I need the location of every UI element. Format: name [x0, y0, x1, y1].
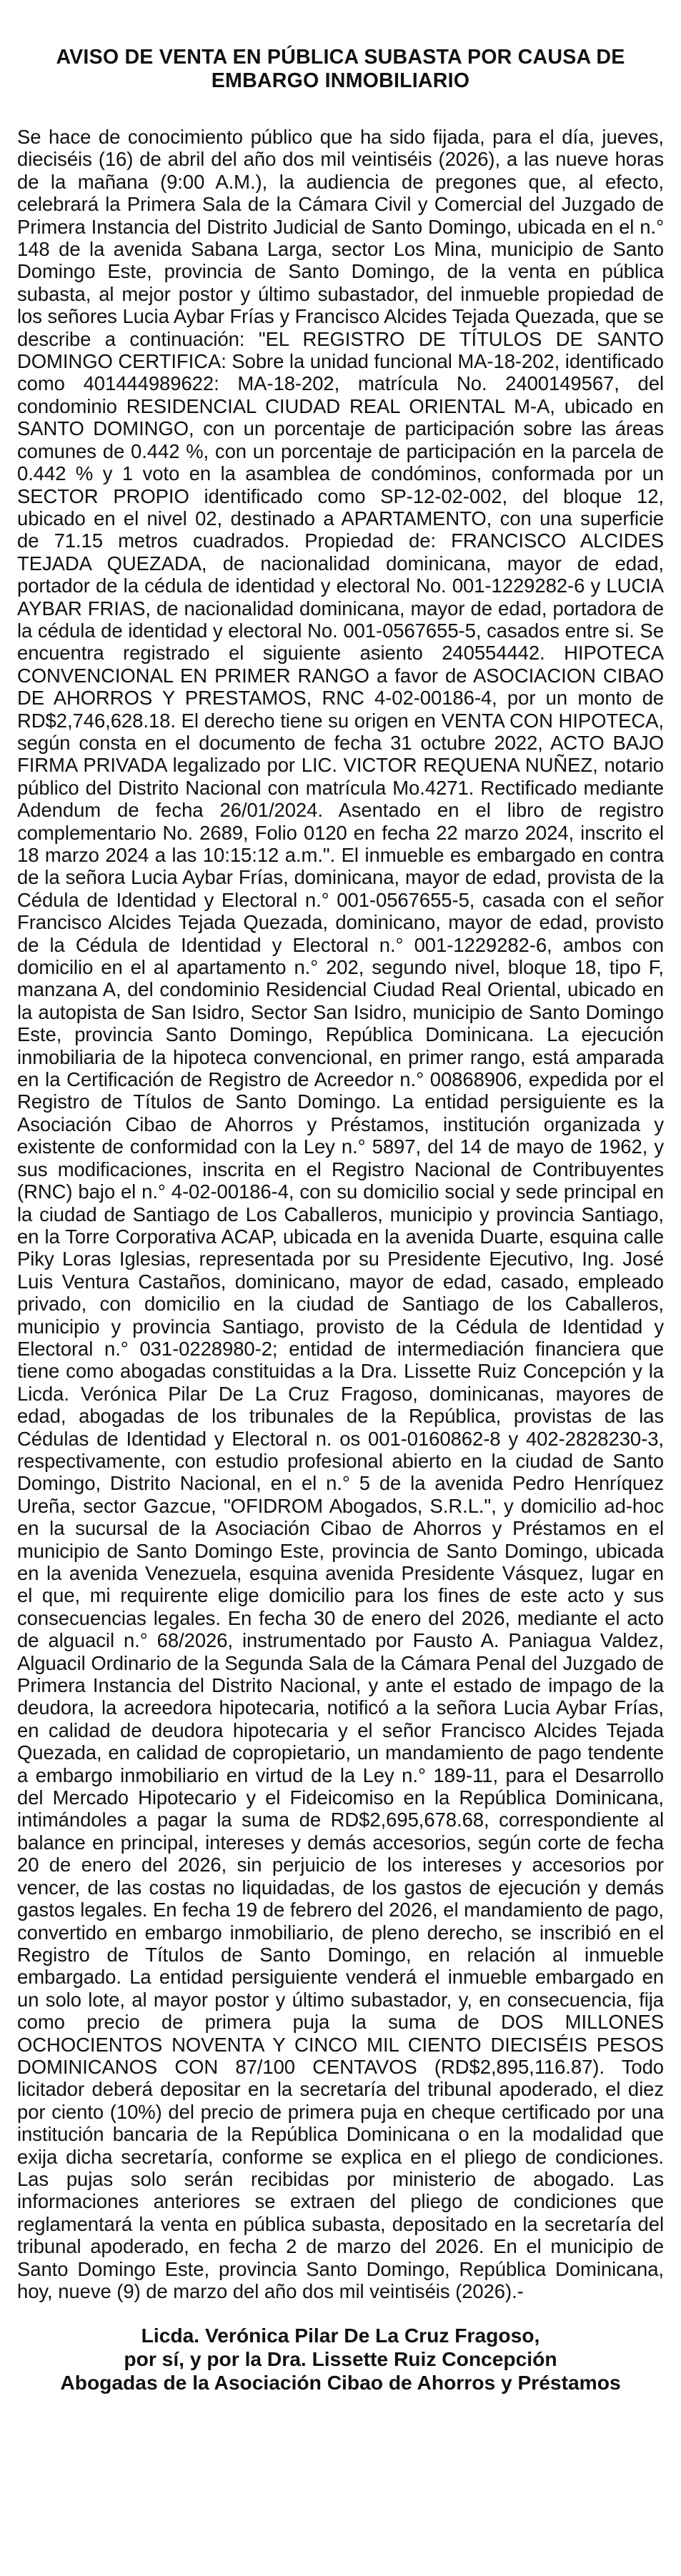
- notice-title: [17, 46, 664, 93]
- signature-line-2: por sí, y por la Dra. Lissette Ruiz Concepción: [124, 2347, 557, 2371]
- signature-line-1: Licda. Verónica Pilar De La Cruz Fragoso,: [141, 2324, 540, 2347]
- signature-block: [17, 2324, 664, 2395]
- signature-line-3: Abogadas de la Asociación Cibao de Ahorros y Préstamos: [60, 2371, 621, 2395]
- notice-title-line-1: AVISO DE VENTA EN PÚBLICA SUBASTA POR CAUSA DE: [56, 46, 625, 69]
- notice-title-line-2: EMBARGO INMOBILIARIO: [211, 69, 470, 92]
- notice-body: Se hace de conocimiento público que ha sido fijada, para el día, jueves, dieciséis (16) de abril del año dos mil veintiséis (2026), a las nueve horas de la mañana (9:00 A.M.), la audiencia de pregones que, al efecto, celebrará la Primera Sala de la Cámara Civil y Comercial del Juzgado de Primera Instancia del Distrito Judicial de Santo Domingo, ubicada en el n.° 148 de la avenida Sabana Larga, sector Los Mina, municipio de Santo Domingo Este, provincia de Santo Domingo, de la venta en pública subasta, al mejor postor y último subastador, del inmueble propiedad de los señores Lucia Aybar Frías y Francisco Alcides Tejada Quezada, que se describe a continuación: "EL REGISTRO DE TÍTULOS DE SANTO DOMINGO CERTIFICA: Sobre la unidad funcional MA-18-202, identificado como 401444989622: MA-18-202, matrícula No. 2400149567, del condominio RESIDENCIAL CIUDAD REAL ORIENTAL M-A, ubicado en SANTO DOMINGO, con un porcentaje de participación sobre las áreas comunes de 0.442 %, con un porcentaje de participación en la parcela de 0.442 % y 1 voto en la asamblea de condóminos, conformada por un SECTOR PROPIO identificado como SP-12-02-002, del bloque 12, ubicado en el nivel 02, destinado a APARTAMENTO, con una superficie de 71.15 metros cuadrados. Propiedad de: FRANCISCO ALCIDES TEJADA QUEZADA, de nacionalidad dominicana, mayor de edad, portador de la cédula de identidad y electoral No. 001-1229282-6 y LUCIA AYBAR FRIAS, de nacionalidad dominicana, mayor de edad, portadora de la cédula de identidad y electoral No. 001-0567655-5, casados entre si. Se encuentra registrado el siguiente asiento 240554442. HIPOTECA CONVENCIONAL EN PRIMER RANGO a favor de ASOCIACION CIBAO DE AHORROS Y PRESTAMOS, RNC 4-02-00186-4, por un monto de RD$2,746,628.18. El derecho tiene su origen en VENTA CON HIPOTECA, según consta en el documento de fecha 31 octubre 2022, ACTO BAJO FIRMA PRIVADA legalizado por LIC. VICTOR REQUENA NUÑEZ, notario público del Distrito Nacional con matrícula Mo.4271. Rectificado mediante Adendum de fecha 26/01/2024. Asentado en el libro de registro complementario No. 2689, Folio 0120 en fecha 22 marzo 2024, inscrito el 18 marzo 2024 a las 10:15:12 a.m.". El inmueble es embargado en contra de la señora Lucia Aybar Frías, dominicana, mayor de edad, provista de la Cédula de Identidad y Electoral n.° 001-0567655-5, casada con el señor Francisco Alcides Tejada Quezada, dominicano, mayor de edad, provisto de la Cédula de Identidad y Electoral n.° 001-1229282-6, ambos con domicilio en el al apartamento n.° 202, segundo nivel, bloque 18, tipo F, manzana A, del condominio Residencial Ciudad Real Oriental, ubicado en la autopista de San Isidro, Sector San Isidro, municipio de Santo Domingo Este, provincia Santo Domingo, República Dominicana. La ejecución inmobiliaria de la hipoteca convencional, en primer rango, está amparada en la Certificación de Registro de Acreedor n.° 00868906, expedida por el Registro de Títulos de Santo Domingo. La entidad persiguiente es la Asociación Cibao de Ahorros y Préstamos, institución organizada y existente de conformidad con la Ley n.° 5897, del 14 de mayo de 1962, y sus modificaciones, inscrita en el Registro Nacional de Contribuyentes (RNC) bajo el n.° 4-02-00186-4, con su domicilio social y sede principal en la ciudad de Santiago de Los Caballeros, municipio y provincia Santiago, en la Torre Corporativa ACAP, ubicada en la avenida Duarte, esquina calle Piky Loras Iglesias, representada por su Presidente Ejecutivo, Ing. José Luis Ventura Castaños, dominicano, mayor de edad, casado, empleado privado, con domicilio en la ciudad de Santiago de los Caballeros, municipio y provincia Santiago, provisto de la Cédula de Identidad y Electoral n.° 031-0228980-2; entidad de intermediación financiera que tiene como abogadas constituidas a la Dra. Lissette Ruiz Concepción y la Licda. Verónica Pilar De La Cruz Fragoso, dominicanas, mayores de edad, abogadas de los tribunales de la República, provistas de las Cédulas de Identidad y Electoral n. os 001-0160862-8 y 402-2828230-3, respectivamente, con estudio profesional abierto en la ciudad de Santo Domingo, Distrito Nacional, en el n.° 5 de la avenida Pedro Henríquez Ureña, sector Gazcue, "OFIDROM Abogados, S.R.L.", y domicilio ad-hoc en la sucursal de la Asociación Cibao de Ahorros y Préstamos en el municipio de Santo Domingo Este, provincia de Santo Domingo, ubicada en la avenida Venezuela, esquina avenida Presidente Vásquez, lugar en el que, mi requirente elige domicilio para los fines de este acto y sus consecuencias legales. En fecha 30 de enero del 2026, mediante el acto de alguacil n.° 68/2026, instrumentado por Fausto A. Paniagua Valdez, Alguacil Ordinario de la Segunda Sala de la Cámara Penal del Juzgado de Primera Instancia del Distrito Nacional, y ante el estado de impago de la deudora, la acreedora hipotecaria, notificó a la señora Lucia Aybar Frías, en calidad de deudora hipotecaria y el señor Francisco Alcides Tejada Quezada, en calidad de copropietario, un mandamiento de pago tendente a embargo inmobiliario en virtud de la Ley n.° 189-11, para el Desarrollo del Mercado Hipotecario y el Fideicomiso en la República Dominicana, intimándoles a pagar la suma de RD$2,695,678.68, correspondiente al balance en principal, intereses y demás accesorios, según corte de fecha 20 de enero del 2026, sin perjuicio de los intereses y accesorios por vencer, de las costas no liquidadas, de los gastos de ejecución y demás gastos legales. En fecha 19 de febrero del 2026, el mandamiento de pago, convertido en embargo inmobiliario, de pleno derecho, se inscribió en el Registro de Títulos de Santo Domingo, en relación al inmueble embargado. La entidad persiguiente venderá el inmueble embargado en un solo lote, al mayor postor y último subastador, y, en consecuencia, fija como precio de primera puja la suma de DOS MILLONES OCHOCIENTOS NOVENTA Y CINCO MIL CIENTO DIECISÉIS PESOS DOMINICANOS CON 87/100 CENTAVOS (RD$2,895,116.87). Todo licitador deberá depositar en la secretaría del tribunal apoderado, el diez por ciento (10%) del precio de primera puja en cheque certificado por una institución bancaria de la República Dominicana o en la modalidad que exija dicha secretaría, conforme se explica en el pliego de condiciones. Las pujas solo serán recibidas por ministerio de abogado. Las informaciones anteriores se extraen del pliego de condiciones que reglamentará la venta en pública subasta, depositado en la secretaría del tribunal apoderado, en fecha 2 de marzo del 2026. En el municipio de Santo Domingo Este, provincia Santo Domingo, República Dominicana, hoy, nueve (9) de marzo del año dos mil veintiséis (2026).-: [17, 126, 664, 2302]
